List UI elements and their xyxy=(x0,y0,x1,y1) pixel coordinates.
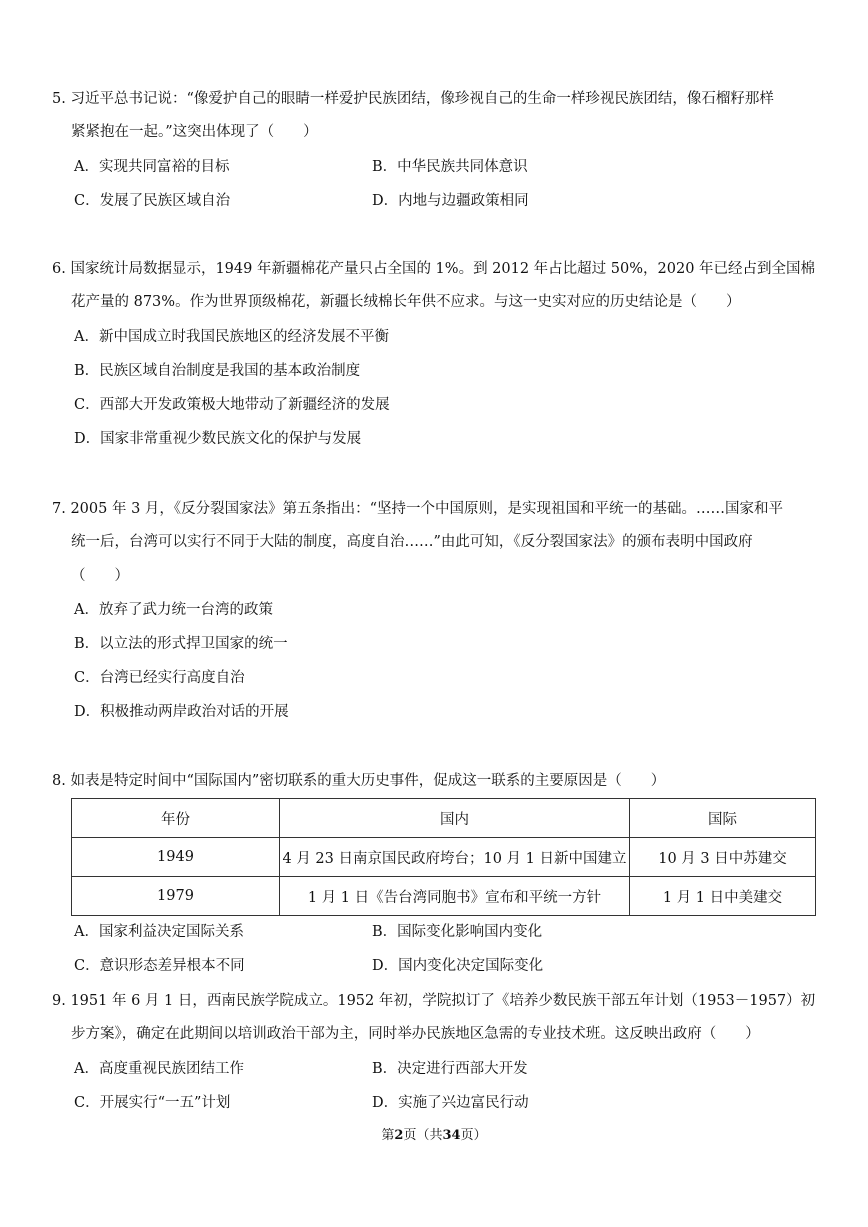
footer-total-pages: 34 xyxy=(442,1128,461,1143)
question-7-line-3: （ ） xyxy=(71,568,129,584)
question-7-option-b[interactable]: B．以立法的形式捍卫国家的统一 xyxy=(74,636,288,652)
page-footer xyxy=(0,1124,868,1143)
question-5-option-a[interactable]: A．实现共同富裕的目标 xyxy=(74,159,230,175)
question-7-option-c[interactable]: C．台湾已经实行高度自治 xyxy=(74,670,245,686)
question-9-option-c[interactable]: C．开展实行“一五”计划 xyxy=(74,1095,231,1111)
events-table xyxy=(71,798,816,916)
question-6-line-1: 6. 国家统计局数据显示，1949 年新疆棉花产量只占全国的 1%。到 2012 年占比超过 50%，2020 年已经占到全国棉 xyxy=(52,261,816,277)
table-row xyxy=(72,877,816,916)
question-8-option-c[interactable]: C．意识形态差异根本不同 xyxy=(74,958,245,974)
footer-prefix: 第 xyxy=(381,1128,395,1143)
question-8-option-a[interactable]: A．国家利益决定国际关系 xyxy=(74,924,244,940)
table-header-domestic: 国内 xyxy=(280,799,630,838)
table-row xyxy=(72,838,816,877)
question-8-option-b[interactable]: B．国际变化影响国内变化 xyxy=(372,924,543,940)
table-header-year: 年份 xyxy=(72,799,280,838)
question-6-line-2: 花产量的 873%。作为世界顶级棉花，新疆长绒棉长年供不应求。与这一史实对应的历史结论是（ ） xyxy=(71,294,741,310)
table-cell: 1 月 1 日中美建交 xyxy=(630,877,816,916)
question-6-option-b[interactable]: B．民族区域自治制度是我国的基本政治制度 xyxy=(74,363,361,379)
question-5-line-1: 5. 习近平总书记说：“像爱护自己的眼睛一样爱护民族团结，像珍视自己的生命一样珍视民族团结，像石榴籽那样 xyxy=(52,91,774,107)
question-5-option-c[interactable]: C．发展了民族区域自治 xyxy=(74,193,231,209)
table-header-row xyxy=(72,799,816,838)
footer-page-number: 2 xyxy=(394,1128,404,1143)
question-7-line-2: 统一后，台湾可以实行不同于大陆的制度，高度自治……”由此可知，《反分裂国家法》的颁布表明中国政府 xyxy=(71,534,753,550)
table-cell: 10 月 3 日中苏建交 xyxy=(630,838,816,877)
question-9-option-d[interactable]: D．实施了兴边富民行动 xyxy=(372,1095,529,1111)
question-7-option-a[interactable]: A．放弃了武力统一台湾的政策 xyxy=(74,602,273,618)
question-7-option-d[interactable]: D．积极推动两岸政治对话的开展 xyxy=(74,704,289,720)
question-9-line-1: 9. 1951 年 6 月 1 日，西南民族学院成立。1952 年初，学院拟订了《培养少数民族干部五年计划（1953－1957）初 xyxy=(52,993,816,1009)
table-cell: 1949 xyxy=(72,838,280,877)
question-9-option-b[interactable]: B．决定进行西部大开发 xyxy=(372,1061,528,1077)
question-9-line-2: 步方案》，确定在此期间以培训政治干部为主，同时举办民族地区急需的专业技术班。这反映出政府（ ） xyxy=(71,1026,760,1042)
question-7-line-1: 7. 2005 年 3 月，《反分裂国家法》第五条指出：“坚持一个中国原则，是实现祖国和平统一的基础。……国家和平 xyxy=(52,501,784,517)
question-6-option-c[interactable]: C．西部大开发政策极大地带动了新疆经济的发展 xyxy=(74,397,390,413)
question-5-option-d[interactable]: D．内地与边疆政策相同 xyxy=(372,193,529,209)
question-9-option-a[interactable]: A．高度重视民族团结工作 xyxy=(74,1061,244,1077)
footer-suffix: 页） xyxy=(460,1128,487,1143)
question-8-option-d[interactable]: D．国内变化决定国际变化 xyxy=(372,958,544,974)
footer-mid: 页（共 xyxy=(403,1128,443,1143)
table-header-international: 国际 xyxy=(630,799,816,838)
table-cell: 1 月 1 日《告台湾同胞书》宣布和平统一方针 xyxy=(280,877,630,916)
question-6-option-a[interactable]: A．新中国成立时我国民族地区的经济发展不平衡 xyxy=(74,329,389,345)
table-cell: 4 月 23 日南京国民政府垮台；10 月 1 日新中国建立 xyxy=(280,838,630,877)
question-8-line-1: 8. 如表是特定时间中“国际国内”密切联系的重大历史事件，促成这一联系的主要原因是（ ） xyxy=(52,773,666,789)
question-5-line-2: 紧紧抱在一起。”这突出体现了（ ） xyxy=(71,124,318,140)
table-cell: 1979 xyxy=(72,877,280,916)
question-5-option-b[interactable]: B．中华民族共同体意识 xyxy=(372,159,528,175)
question-6-option-d[interactable]: D．国家非常重视少数民族文化的保护与发展 xyxy=(74,431,362,447)
